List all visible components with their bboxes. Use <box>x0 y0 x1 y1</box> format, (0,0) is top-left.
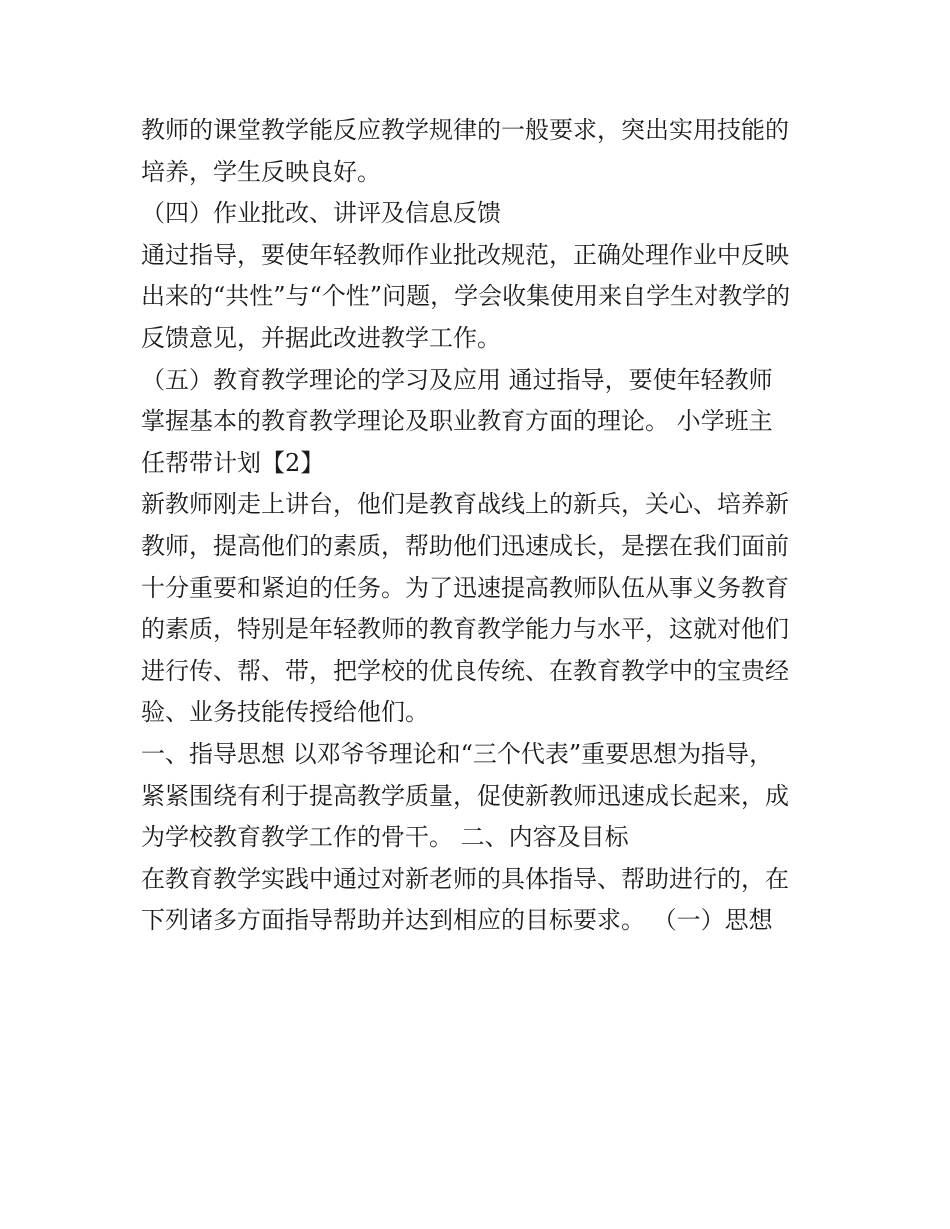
text-line: 在教育教学实践中通过对新老师的具体指导、帮助进行的，在 <box>141 864 789 893</box>
text-line: 教师的课堂教学能反应教学规律的一般要求，突出实用技能的 <box>141 116 789 144</box>
section-heading: 一、指导思想 以邓爷爷理论和“三个代表”重要思想为指导， <box>141 739 774 768</box>
text-line: 为学校教育教学工作的骨干。 二、内容及目标 <box>141 823 629 852</box>
text-line: 的素质，特别是年轻教师的教育教学能力与水平，这就对他们 <box>141 615 789 644</box>
document-body <box>141 110 821 942</box>
text-line: 十分重要和紧迫的任务。为了迅速提高教师队伍从事义务教育 <box>141 573 789 602</box>
text-line: 出来的“共性”与“个性”问题，学会收集使用来自学生对教学的 <box>141 282 791 311</box>
text-line: 下列诸多方面指导帮助并达到相应的目标要求。 （一）思想 <box>141 906 773 935</box>
text-line: 教师，提高他们的素质，帮助他们迅速成长，是摆在我们面前 <box>141 531 789 560</box>
section-heading: （四）作业批改、讲评及信息反馈 <box>141 199 501 228</box>
text-line: 进行传、帮、带，把学校的优良传统、在教育教学中的宝贵经 <box>141 656 789 685</box>
text-line: 反馈意见，并据此改进教学工作。 <box>141 323 501 352</box>
text-line: 验、业务技能传授给他们。 <box>141 698 429 727</box>
text-line: 掌握基本的教育教学理论及职业教育方面的理论。 小学班主 <box>141 407 773 436</box>
text-line: 培养，学生反映良好。 <box>141 157 381 186</box>
text-line: 新教师刚走上讲台，他们是教育战线上的新兵，关心、培养新 <box>141 490 789 519</box>
section-heading: （五）教育教学理论的学习及应用 通过指导，要使年轻教师 <box>141 365 773 394</box>
text-line: 通过指导，要使年轻教师作业批改规范，正确处理作业中反映 <box>141 240 789 269</box>
text-line: 紧紧围绕有利于提高教学质量，促使新教师迅速成长起来，成 <box>141 781 789 810</box>
text-line: 任帮带计划【2】 <box>141 448 325 477</box>
